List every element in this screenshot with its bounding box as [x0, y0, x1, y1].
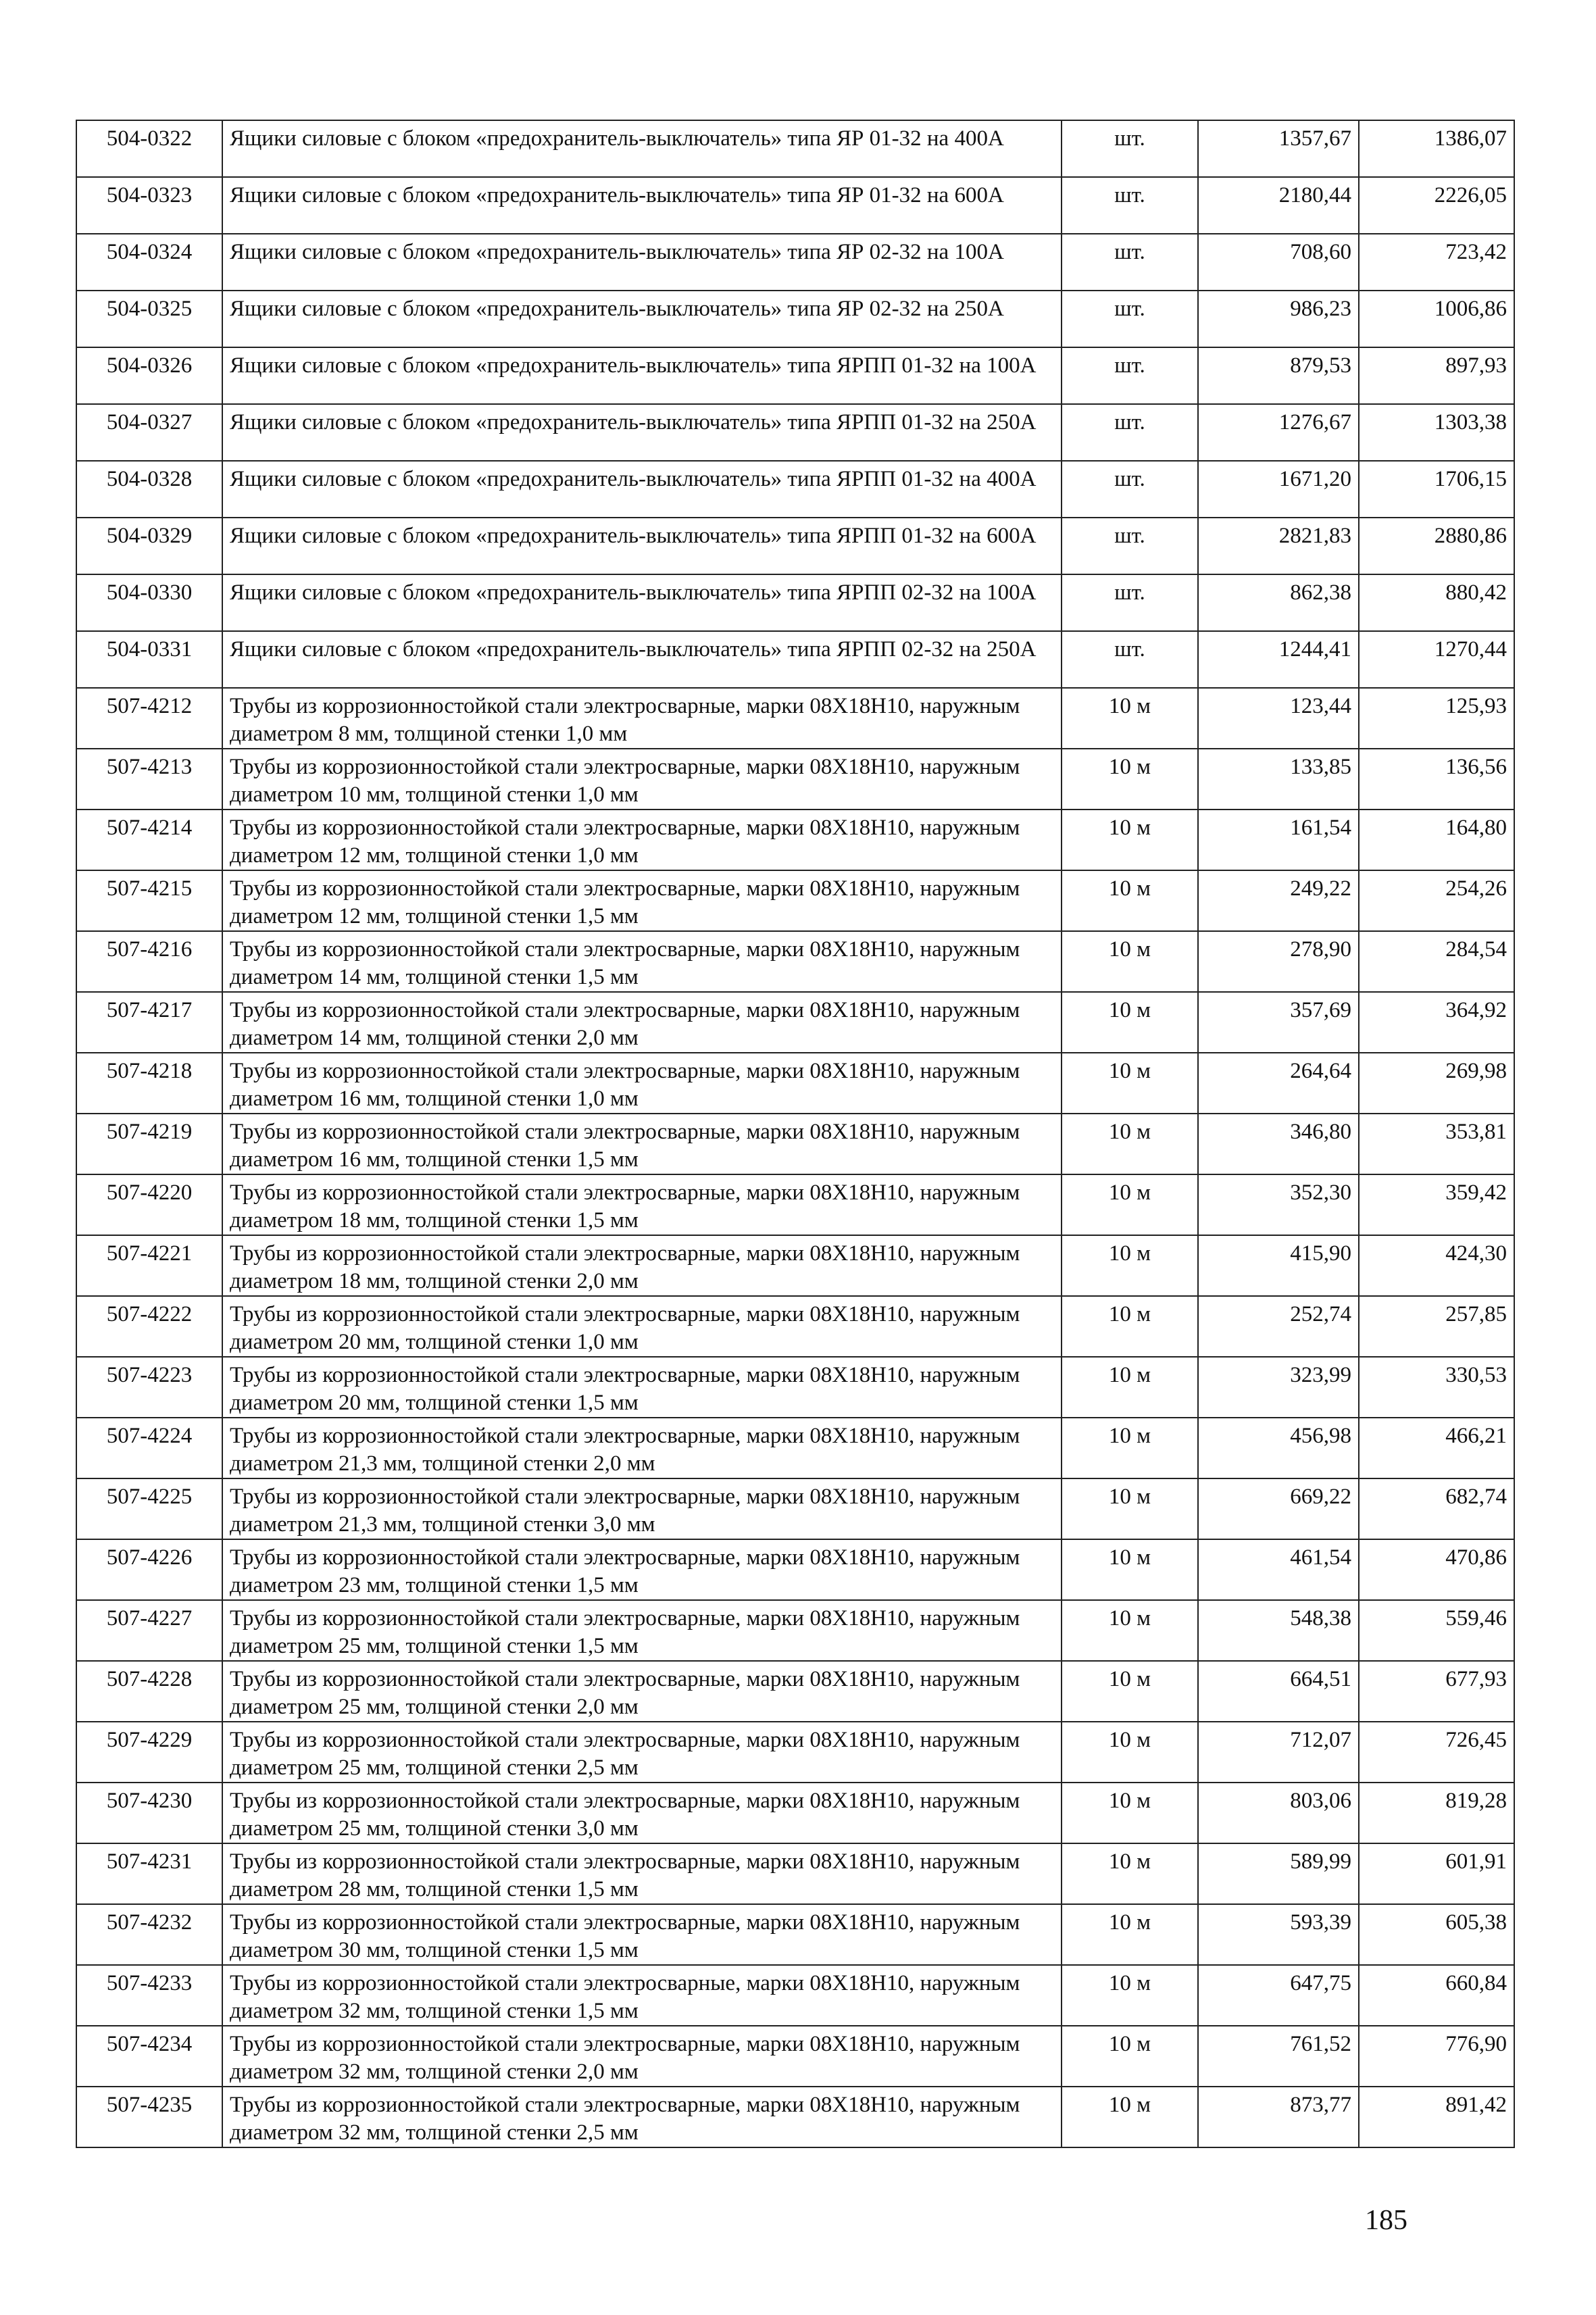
item-description-cell: Трубы из коррозионностойкой стали электросварные, марки 08Х18Н10, наружным диаметром 20 мм, толщиной стенки 1,0 мм: [222, 1296, 1062, 1357]
item-code-cell: 507-4217: [76, 992, 222, 1053]
table-row: [76, 688, 1514, 749]
item-description-cell: Трубы из коррозионностойкой стали электросварные, марки 08Х18Н10, наружным диаметром 16 мм, толщиной стенки 1,5 мм: [222, 1114, 1062, 1174]
item-code-cell: 507-4214: [76, 810, 222, 870]
item-code-cell: 507-4215: [76, 870, 222, 931]
item-description-cell: Трубы из коррозионностойкой стали электросварные, марки 08Х18Н10, наружным диаметром 25 мм, толщиной стенки 3,0 мм: [222, 1783, 1062, 1843]
item-description-cell: Трубы из коррозионностойкой стали электросварные, марки 08Х18Н10, наружным диаметром 18 мм, толщиной стенки 2,0 мм: [222, 1235, 1062, 1296]
table-row: [76, 1235, 1514, 1296]
table-row: [76, 1539, 1514, 1600]
price-1-cell: 123,44: [1198, 688, 1359, 749]
item-description-cell: Ящики силовые с блоком «предохранитель-выключатель» типа ЯРПП 02-32 на 250А: [222, 631, 1062, 688]
table-row: [76, 1600, 1514, 1661]
item-code-cell: 507-4226: [76, 1539, 222, 1600]
unit-cell: 10 м: [1062, 749, 1198, 810]
item-code-cell: 504-0328: [76, 461, 222, 518]
unit-cell: 10 м: [1062, 1114, 1198, 1174]
item-code-cell: 507-4212: [76, 688, 222, 749]
item-description-cell: Ящики силовые с блоком «предохранитель-выключатель» типа ЯР 02-32 на 250А: [222, 291, 1062, 347]
unit-cell: 10 м: [1062, 931, 1198, 992]
unit-cell: 10 м: [1062, 870, 1198, 931]
price-1-cell: 415,90: [1198, 1235, 1359, 1296]
item-code-cell: 507-4230: [76, 1783, 222, 1843]
price-2-cell: 466,21: [1359, 1418, 1514, 1478]
unit-cell: 10 м: [1062, 1661, 1198, 1722]
price-1-cell: 252,74: [1198, 1296, 1359, 1357]
item-description-cell: Ящики силовые с блоком «предохранитель-выключатель» типа ЯРПП 01-32 на 250А: [222, 404, 1062, 461]
table-row: [76, 1904, 1514, 1965]
table-row: [76, 177, 1514, 234]
unit-cell: 10 м: [1062, 1904, 1198, 1965]
unit-cell: шт.: [1062, 347, 1198, 404]
price-1-cell: 1276,67: [1198, 404, 1359, 461]
item-description-cell: Трубы из коррозионностойкой стали электросварные, марки 08Х18Н10, наружным диаметром 18 мм, толщиной стенки 1,5 мм: [222, 1174, 1062, 1235]
item-description-cell: Ящики силовые с блоком «предохранитель-выключатель» типа ЯР 01-32 на 400А: [222, 120, 1062, 177]
unit-cell: 10 м: [1062, 1965, 1198, 2026]
table-row: [76, 461, 1514, 518]
table-row: [76, 1174, 1514, 1235]
price-2-cell: 254,26: [1359, 870, 1514, 931]
price-2-cell: 897,93: [1359, 347, 1514, 404]
unit-cell: шт.: [1062, 404, 1198, 461]
unit-cell: шт.: [1062, 574, 1198, 631]
price-2-cell: 1303,38: [1359, 404, 1514, 461]
item-description-cell: Трубы из коррозионностойкой стали электросварные, марки 08Х18Н10, наружным диаметром 32 мм, толщиной стенки 1,5 мм: [222, 1965, 1062, 2026]
unit-cell: 10 м: [1062, 1478, 1198, 1539]
price-1-cell: 873,77: [1198, 2087, 1359, 2147]
item-code-cell: 507-4213: [76, 749, 222, 810]
item-description-cell: Трубы из коррозионностойкой стали электросварные, марки 08Х18Н10, наружным диаметром 14 мм, толщиной стенки 2,0 мм: [222, 992, 1062, 1053]
item-code-cell: 507-4218: [76, 1053, 222, 1114]
item-description-cell: Трубы из коррозионностойкой стали электросварные, марки 08Х18Н10, наружным диаметром 30 мм, толщиной стенки 1,5 мм: [222, 1904, 1062, 1965]
item-description-cell: Ящики силовые с блоком «предохранитель-выключатель» типа ЯР 01-32 на 600А: [222, 177, 1062, 234]
unit-cell: 10 м: [1062, 1235, 1198, 1296]
table-row: [76, 749, 1514, 810]
unit-cell: 10 м: [1062, 2026, 1198, 2087]
table-row: [76, 1478, 1514, 1539]
unit-cell: шт.: [1062, 631, 1198, 688]
price-1-cell: 1244,41: [1198, 631, 1359, 688]
item-description-cell: Трубы из коррозионностойкой стали электросварные, марки 08Х18Н10, наружным диаметром 14 мм, толщиной стенки 1,5 мм: [222, 931, 1062, 992]
unit-cell: 10 м: [1062, 1783, 1198, 1843]
unit-cell: 10 м: [1062, 1600, 1198, 1661]
item-code-cell: 507-4222: [76, 1296, 222, 1357]
price-2-cell: 164,80: [1359, 810, 1514, 870]
table-row: [76, 810, 1514, 870]
price-2-cell: 601,91: [1359, 1843, 1514, 1904]
page-number: 185: [1365, 2205, 1407, 2236]
price-1-cell: 357,69: [1198, 992, 1359, 1053]
item-description-cell: Трубы из коррозионностойкой стали электросварные, марки 08Х18Н10, наружным диаметром 21,3 мм, толщиной стенки 2,0 мм: [222, 1418, 1062, 1478]
table-row: [76, 870, 1514, 931]
unit-cell: шт.: [1062, 291, 1198, 347]
price-1-cell: 133,85: [1198, 749, 1359, 810]
item-code-cell: 507-4229: [76, 1722, 222, 1783]
unit-cell: 10 м: [1062, 1539, 1198, 1600]
price-2-cell: 364,92: [1359, 992, 1514, 1053]
price-1-cell: 323,99: [1198, 1357, 1359, 1418]
price-2-cell: 1386,07: [1359, 120, 1514, 177]
item-description-cell: Ящики силовые с блоком «предохранитель-выключатель» типа ЯРПП 01-32 на 100А: [222, 347, 1062, 404]
price-2-cell: 125,93: [1359, 688, 1514, 749]
item-code-cell: 504-0330: [76, 574, 222, 631]
price-1-cell: 249,22: [1198, 870, 1359, 931]
price-table: [76, 120, 1515, 2148]
price-1-cell: 879,53: [1198, 347, 1359, 404]
price-1-cell: 346,80: [1198, 1114, 1359, 1174]
price-1-cell: 1671,20: [1198, 461, 1359, 518]
unit-cell: 10 м: [1062, 810, 1198, 870]
price-1-cell: 589,99: [1198, 1843, 1359, 1904]
item-description-cell: Ящики силовые с блоком «предохранитель-выключатель» типа ЯРПП 01-32 на 400А: [222, 461, 1062, 518]
price-2-cell: 605,38: [1359, 1904, 1514, 1965]
table-row: [76, 347, 1514, 404]
item-description-cell: Трубы из коррозионностойкой стали электросварные, марки 08Х18Н10, наружным диаметром 25 мм, толщиной стенки 2,5 мм: [222, 1722, 1062, 1783]
table-row: [76, 931, 1514, 992]
item-description-cell: Ящики силовые с блоком «предохранитель-выключатель» типа ЯРПП 01-32 на 600А: [222, 518, 1062, 574]
unit-cell: 10 м: [1062, 1843, 1198, 1904]
unit-cell: шт.: [1062, 518, 1198, 574]
price-1-cell: 2180,44: [1198, 177, 1359, 234]
unit-cell: 10 м: [1062, 1418, 1198, 1478]
item-description-cell: Трубы из коррозионностойкой стали электросварные, марки 08Х18Н10, наружным диаметром 16 мм, толщиной стенки 1,0 мм: [222, 1053, 1062, 1114]
item-description-cell: Трубы из коррозионностойкой стали электросварные, марки 08Х18Н10, наружным диаметром 25 мм, толщиной стенки 1,5 мм: [222, 1600, 1062, 1661]
table-row: [76, 1661, 1514, 1722]
table-row: [76, 234, 1514, 291]
table-row: [76, 2026, 1514, 2087]
table-row: [76, 1843, 1514, 1904]
item-code-cell: 504-0329: [76, 518, 222, 574]
price-2-cell: 1706,15: [1359, 461, 1514, 518]
price-1-cell: 1357,67: [1198, 120, 1359, 177]
price-1-cell: 352,30: [1198, 1174, 1359, 1235]
table-row: [76, 1418, 1514, 1478]
table-body: [76, 120, 1514, 2147]
item-description-cell: Трубы из коррозионностойкой стали электросварные, марки 08Х18Н10, наружным диаметром 32 мм, толщиной стенки 2,5 мм: [222, 2087, 1062, 2147]
table-row: [76, 518, 1514, 574]
unit-cell: 10 м: [1062, 1053, 1198, 1114]
item-code-cell: 504-0327: [76, 404, 222, 461]
price-2-cell: 660,84: [1359, 1965, 1514, 2026]
item-code-cell: 504-0323: [76, 177, 222, 234]
price-1-cell: 461,54: [1198, 1539, 1359, 1600]
price-1-cell: 456,98: [1198, 1418, 1359, 1478]
price-2-cell: 682,74: [1359, 1478, 1514, 1539]
price-2-cell: 891,42: [1359, 2087, 1514, 2147]
price-1-cell: 2821,83: [1198, 518, 1359, 574]
price-1-cell: 803,06: [1198, 1783, 1359, 1843]
price-2-cell: 353,81: [1359, 1114, 1514, 1174]
item-code-cell: 504-0325: [76, 291, 222, 347]
price-2-cell: 136,56: [1359, 749, 1514, 810]
table-row: [76, 120, 1514, 177]
item-description-cell: Трубы из коррозионностойкой стали электросварные, марки 08Х18Н10, наружным диаметром 12 мм, толщиной стенки 1,0 мм: [222, 810, 1062, 870]
price-1-cell: 647,75: [1198, 1965, 1359, 2026]
price-1-cell: 862,38: [1198, 574, 1359, 631]
price-2-cell: 880,42: [1359, 574, 1514, 631]
price-2-cell: 726,45: [1359, 1722, 1514, 1783]
unit-cell: 10 м: [1062, 1296, 1198, 1357]
table-row: [76, 1053, 1514, 1114]
price-2-cell: 677,93: [1359, 1661, 1514, 1722]
item-code-cell: 507-4219: [76, 1114, 222, 1174]
unit-cell: 10 м: [1062, 992, 1198, 1053]
table-row: [76, 1722, 1514, 1783]
item-code-cell: 507-4216: [76, 931, 222, 992]
item-code-cell: 504-0326: [76, 347, 222, 404]
item-description-cell: Трубы из коррозионностойкой стали электросварные, марки 08Х18Н10, наружным диаметром 25 мм, толщиной стенки 2,0 мм: [222, 1661, 1062, 1722]
price-2-cell: 257,85: [1359, 1296, 1514, 1357]
item-description-cell: Трубы из коррозионностойкой стали электросварные, марки 08Х18Н10, наружным диаметром 10 мм, толщиной стенки 1,0 мм: [222, 749, 1062, 810]
item-code-cell: 504-0324: [76, 234, 222, 291]
table-row: [76, 1965, 1514, 2026]
item-code-cell: 507-4235: [76, 2087, 222, 2147]
price-1-cell: 593,39: [1198, 1904, 1359, 1965]
item-code-cell: 507-4228: [76, 1661, 222, 1722]
unit-cell: 10 м: [1062, 688, 1198, 749]
price-2-cell: 1006,86: [1359, 291, 1514, 347]
table-row: [76, 631, 1514, 688]
item-code-cell: 507-4231: [76, 1843, 222, 1904]
item-description-cell: Ящики силовые с блоком «предохранитель-выключатель» типа ЯРПП 02-32 на 100А: [222, 574, 1062, 631]
price-1-cell: 712,07: [1198, 1722, 1359, 1783]
table-row: [76, 2087, 1514, 2147]
price-2-cell: 1270,44: [1359, 631, 1514, 688]
price-2-cell: 723,42: [1359, 234, 1514, 291]
unit-cell: шт.: [1062, 120, 1198, 177]
item-description-cell: Трубы из коррозионностойкой стали электросварные, марки 08Х18Н10, наружным диаметром 21,3 мм, толщиной стенки 3,0 мм: [222, 1478, 1062, 1539]
unit-cell: 10 м: [1062, 1174, 1198, 1235]
unit-cell: шт.: [1062, 461, 1198, 518]
item-code-cell: 504-0322: [76, 120, 222, 177]
price-2-cell: 776,90: [1359, 2026, 1514, 2087]
item-description-cell: Трубы из коррозионностойкой стали электросварные, марки 08Х18Н10, наружным диаметром 23 мм, толщиной стенки 1,5 мм: [222, 1539, 1062, 1600]
item-code-cell: 504-0331: [76, 631, 222, 688]
unit-cell: шт.: [1062, 177, 1198, 234]
price-1-cell: 664,51: [1198, 1661, 1359, 1722]
table-row: [76, 1783, 1514, 1843]
item-code-cell: 507-4221: [76, 1235, 222, 1296]
item-code-cell: 507-4220: [76, 1174, 222, 1235]
item-description-cell: Трубы из коррозионностойкой стали электросварные, марки 08Х18Н10, наружным диаметром 20 мм, толщиной стенки 1,5 мм: [222, 1357, 1062, 1418]
price-1-cell: 278,90: [1198, 931, 1359, 992]
table-row: [76, 404, 1514, 461]
item-description-cell: Ящики силовые с блоком «предохранитель-выключатель» типа ЯР 02-32 на 100А: [222, 234, 1062, 291]
table-row: [76, 291, 1514, 347]
price-2-cell: 424,30: [1359, 1235, 1514, 1296]
price-1-cell: 264,64: [1198, 1053, 1359, 1114]
price-2-cell: 470,86: [1359, 1539, 1514, 1600]
price-2-cell: 359,42: [1359, 1174, 1514, 1235]
price-1-cell: 708,60: [1198, 234, 1359, 291]
table-row: [76, 1357, 1514, 1418]
price-2-cell: 284,54: [1359, 931, 1514, 992]
price-2-cell: 330,53: [1359, 1357, 1514, 1418]
item-description-cell: Трубы из коррозионностойкой стали электросварные, марки 08Х18Н10, наружным диаметром 12 мм, толщиной стенки 1,5 мм: [222, 870, 1062, 931]
price-2-cell: 559,46: [1359, 1600, 1514, 1661]
item-description-cell: Трубы из коррозионностойкой стали электросварные, марки 08Х18Н10, наружным диаметром 32 мм, толщиной стенки 2,0 мм: [222, 2026, 1062, 2087]
table-row: [76, 1296, 1514, 1357]
item-code-cell: 507-4223: [76, 1357, 222, 1418]
table-row: [76, 574, 1514, 631]
table-row: [76, 1114, 1514, 1174]
price-1-cell: 761,52: [1198, 2026, 1359, 2087]
price-1-cell: 669,22: [1198, 1478, 1359, 1539]
item-description-cell: Трубы из коррозионностойкой стали электросварные, марки 08Х18Н10, наружным диаметром 28 мм, толщиной стенки 1,5 мм: [222, 1843, 1062, 1904]
unit-cell: шт.: [1062, 234, 1198, 291]
item-code-cell: 507-4224: [76, 1418, 222, 1478]
item-description-cell: Трубы из коррозионностойкой стали электросварные, марки 08Х18Н10, наружным диаметром 8 мм, толщиной стенки 1,0 мм: [222, 688, 1062, 749]
item-code-cell: 507-4232: [76, 1904, 222, 1965]
price-1-cell: 548,38: [1198, 1600, 1359, 1661]
item-code-cell: 507-4225: [76, 1478, 222, 1539]
item-code-cell: 507-4234: [76, 2026, 222, 2087]
table-row: [76, 992, 1514, 1053]
unit-cell: 10 м: [1062, 1357, 1198, 1418]
unit-cell: 10 м: [1062, 1722, 1198, 1783]
item-code-cell: 507-4233: [76, 1965, 222, 2026]
price-2-cell: 269,98: [1359, 1053, 1514, 1114]
unit-cell: 10 м: [1062, 2087, 1198, 2147]
price-2-cell: 2226,05: [1359, 177, 1514, 234]
item-code-cell: 507-4227: [76, 1600, 222, 1661]
price-1-cell: 161,54: [1198, 810, 1359, 870]
price-2-cell: 819,28: [1359, 1783, 1514, 1843]
price-2-cell: 2880,86: [1359, 518, 1514, 574]
price-1-cell: 986,23: [1198, 291, 1359, 347]
